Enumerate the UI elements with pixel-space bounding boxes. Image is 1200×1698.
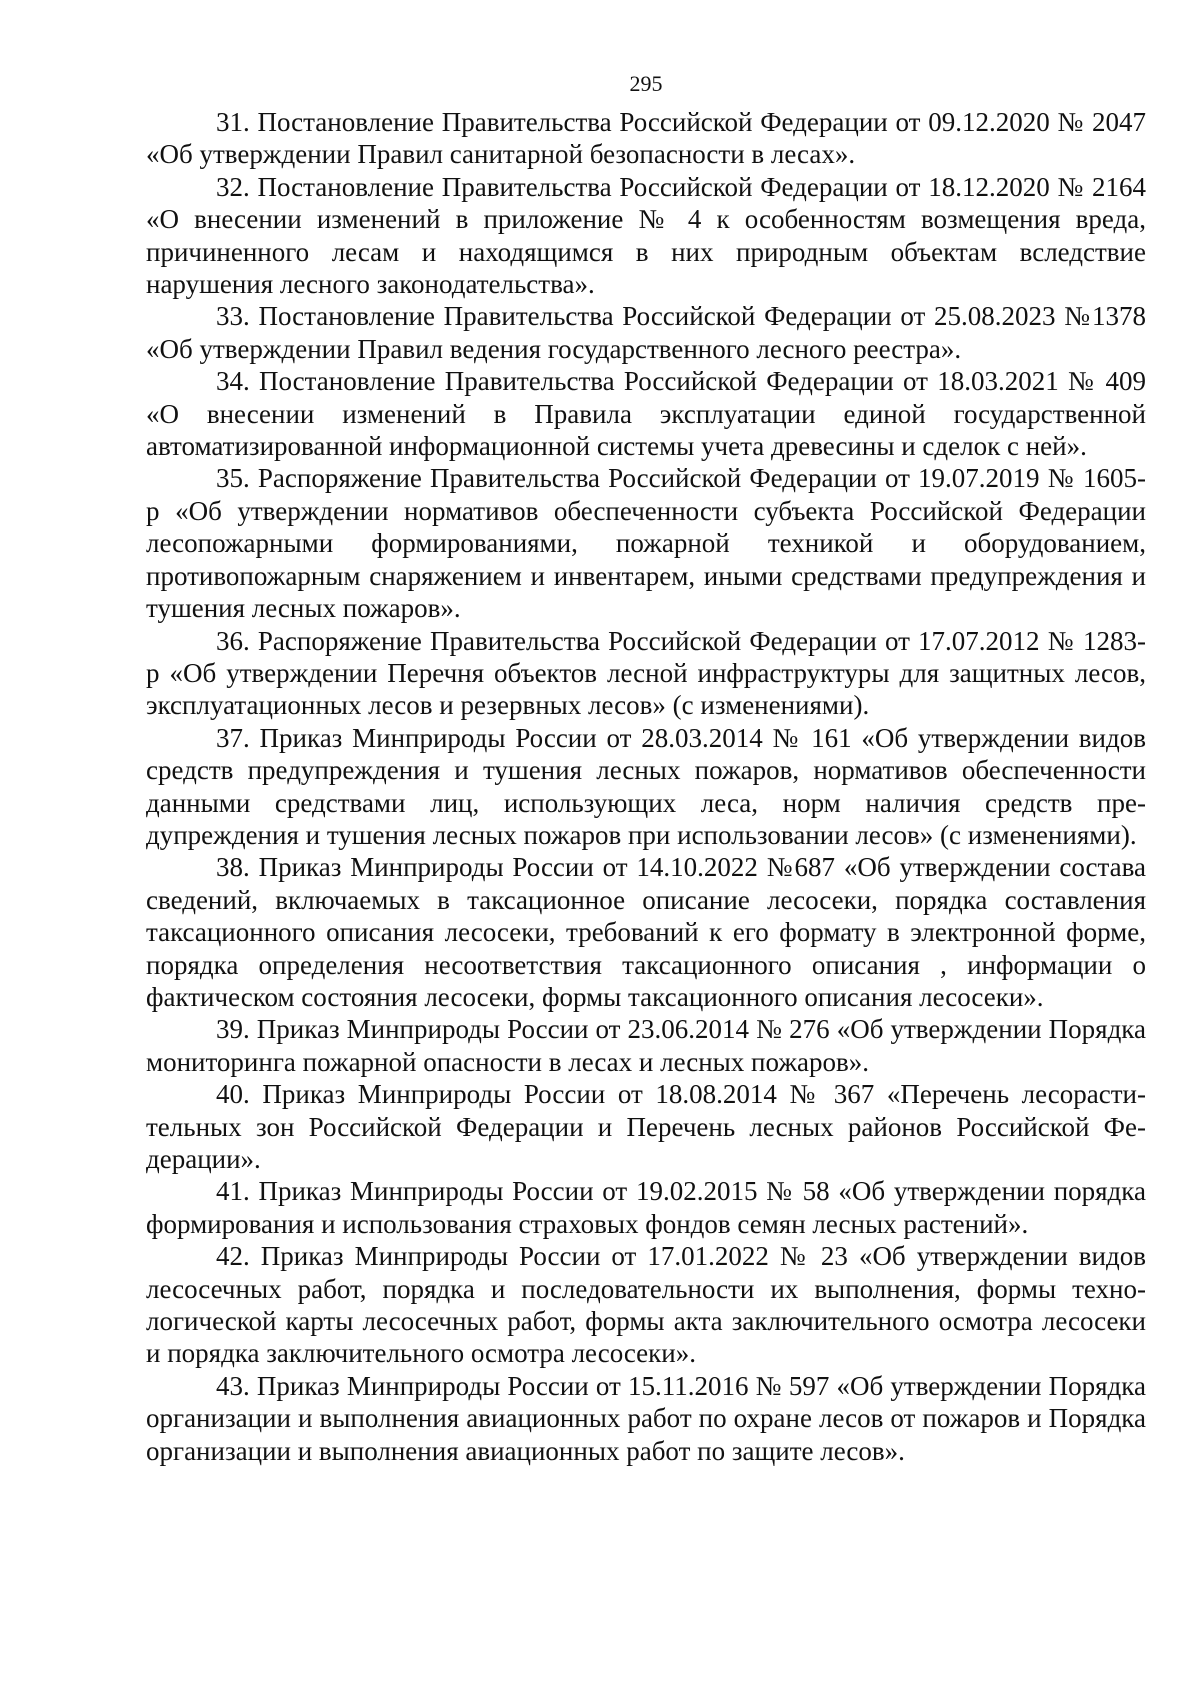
document-page (146, 70, 1146, 1467)
list-item-32: 32. Постановление Правительства Российской Федерации от 18.12.2020 № 2164 «О внесении изменений в приложение № 4 к особенностям возмещения вреда, причиненного лесам и находящимся в них природным объектам вследствие нарушения лесного законодательства». (146, 171, 1146, 300)
list-item-31: 31. Постановление Правительства Российской Федерации от 09.12.2020 № 2047 «Об утверждении Правил санитарной безопасности в лесах». (146, 107, 1146, 170)
page-number: 295 (629, 71, 663, 96)
list-item-35: 35. Распоряжение Правительства Российской Федерации от 19.07.2019 № 1605-р «Об утверждении нормативов обеспеченности субъекта Российской Федерации лесопожарными формированиями, пожарной техникой и оборудованием, противопожарным снаряжением и инвентарем, иными средствами предупреждения и тушения лесных пожаров». (146, 463, 1146, 624)
list-item-37: 37. Приказ Минприроды России от 28.03.2014 № 161 «Об утверждении видов средств предупреждения и тушения лесных пожаров, нормативов обеспеченности данными средствами лиц, использующих леса, норм наличия средств предупреждения и тушения лесных пожаров при использовании лесов» (с изменениями). (146, 722, 1146, 850)
list-item-33: 33. Постановление Правительства Российской Федерации от 25.08.2023 №1378 «Об утверждении Правил ведения государственного лесного реестра». (146, 301, 1146, 364)
list-item-43: 43. Приказ Минприроды России от 15.11.2016 № 597 «Об утверждении Порядка организации и выполнения авиационных работ по охране лесов от пожаров и Порядка организации и выполнения авиационных работ по защите лесов». (146, 1370, 1146, 1466)
list-item-42: 42. Приказ Минприроды России от 17.01.2022 № 23 «Об утверждении видов лесосечных работ, порядка и последовательности их выполнения, формы технологической карты лесосечных работ, формы акта заключительного осмотра лесосеки и порядка заключительного осмотра лесосеки». (146, 1241, 1146, 1369)
list-item-39: 39. Приказ Минприроды России от 23.06.2014 № 276 «Об утверждении Порядка мониторинга пожарной опасности в лесах и лесных пожаров». (146, 1014, 1146, 1077)
list-item-41: 41. Приказ Минприроды России от 19.02.2015 № 58 «Об утверждении порядка формирования и использования страховых фондов семян лесных растений». (146, 1176, 1146, 1239)
list-item-34: 34. Постановление Правительства Российской Федерации от 18.03.2021 № 409 «О внесении изменений в Правила эксплуатации единой государственной автоматизированной информационной системы учета древесины и сделок с ней». (146, 366, 1146, 462)
list-item-38: 38. Приказ Минприроды России от 14.10.2022 №687 «Об утверждении состава сведений, включаемых в таксационное описание лесосеки, порядка составления таксационного описания лесосеки, требований к его формату в электронной форме, порядка определения несоответствия таксационного описания , информации о фактическом состояния лесосеки, формы таксационного описания лесосеки». (146, 852, 1146, 1012)
list-item-36: 36. Распоряжение Правительства Российской Федерации от 17.07.2012 № 1283-р «Об утверждении Перечня объектов лесной инфраструктуры для защитных лесов, эксплуатационных лесов и резервных лесов» (с изменениями). (146, 625, 1146, 721)
list-item-40: 40. Приказ Минприроды России от 18.08.2014 № 367 «Перечень лесорастительных зон Российской Федерации и Перечень лесных районов Российской Федерации». (146, 1079, 1146, 1174)
